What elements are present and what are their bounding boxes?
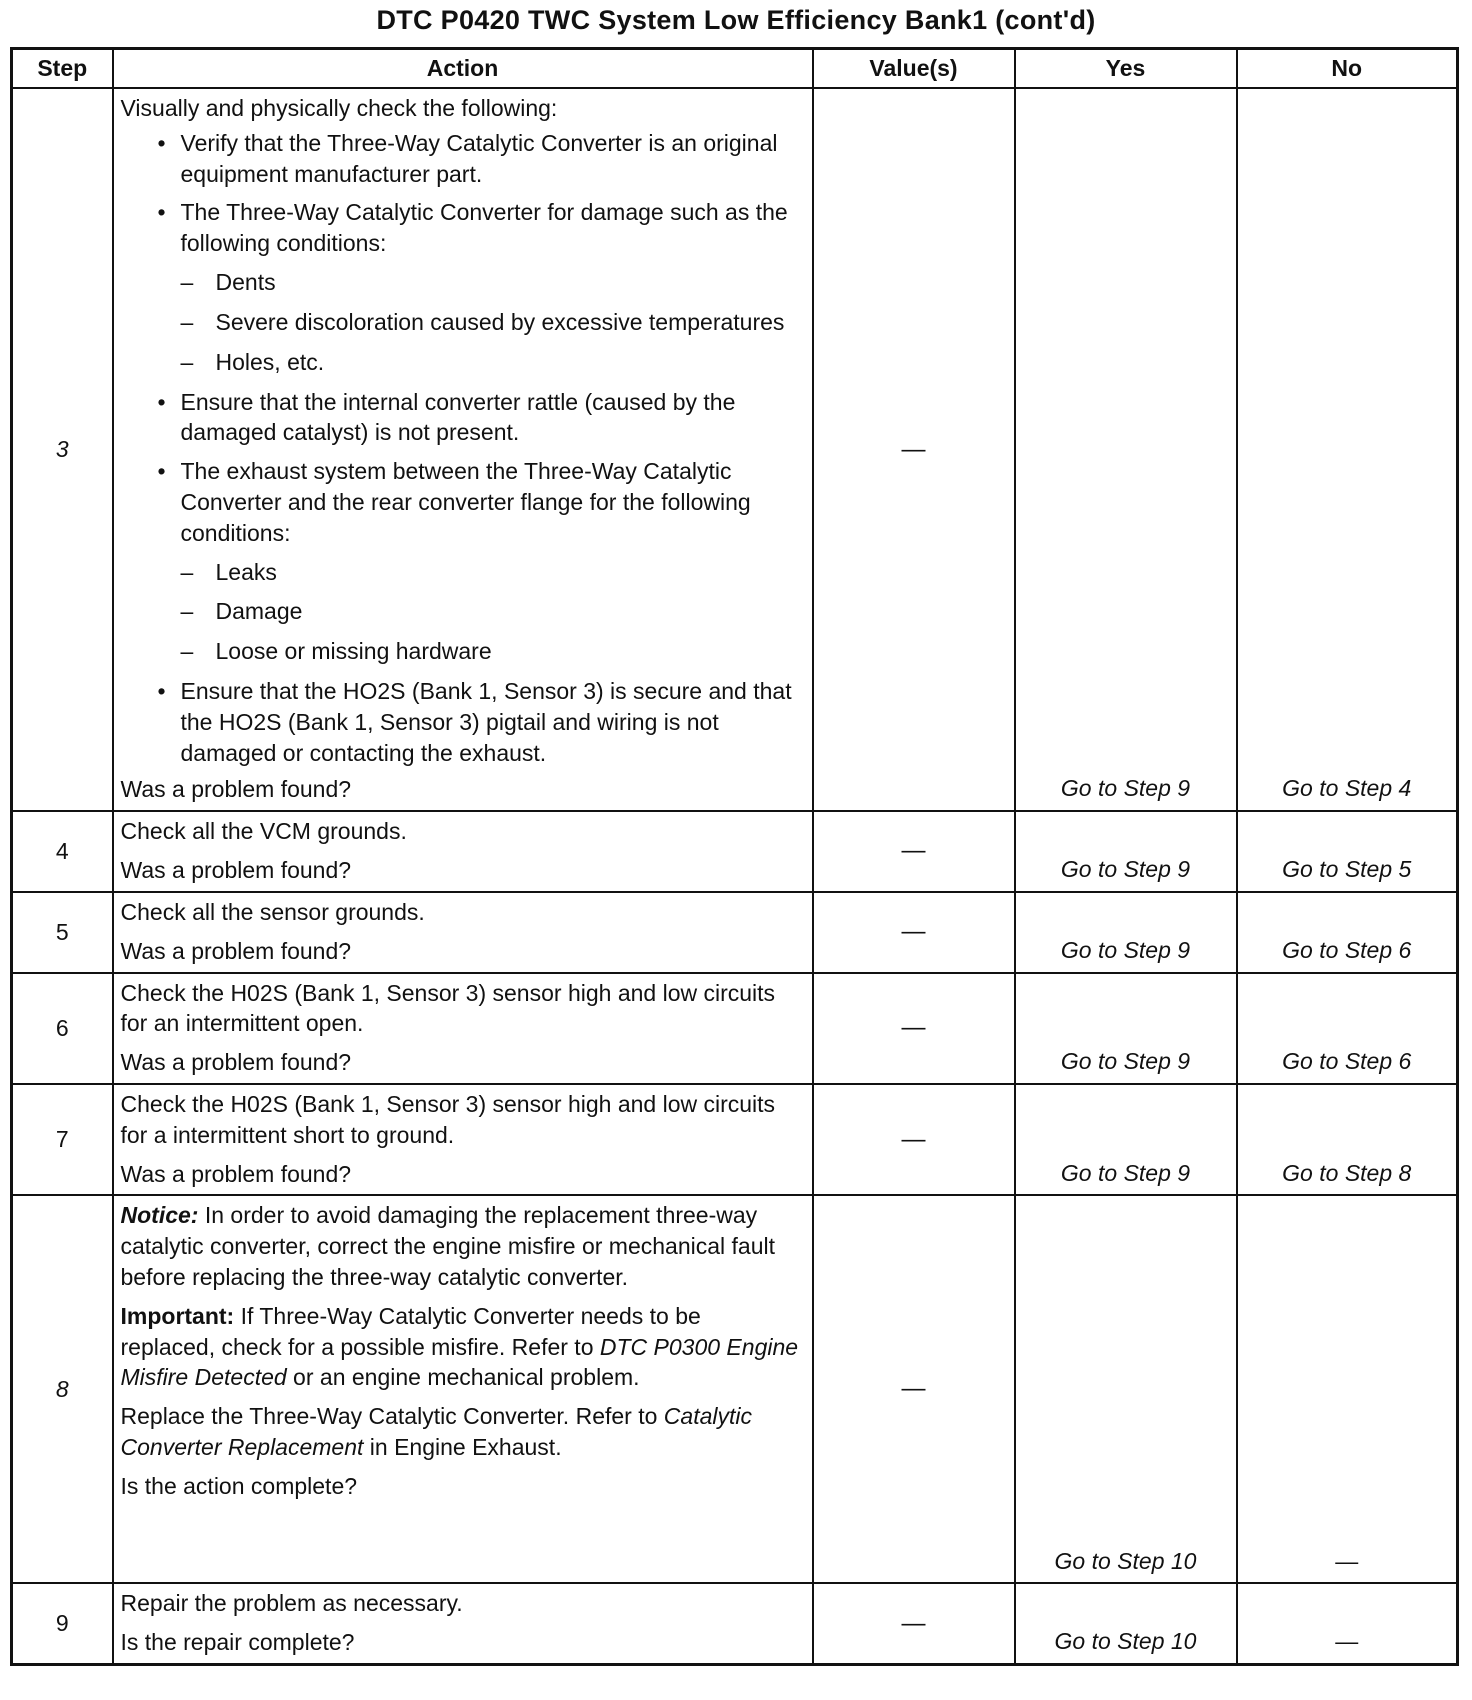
action-cell: [113, 88, 813, 811]
table-row-step-4: [12, 811, 1458, 892]
dash-icon: –: [180, 598, 194, 625]
no-cell: —: [1237, 1583, 1458, 1664]
yes-cell: Go to Step 10: [1015, 1195, 1237, 1583]
action-question: Is the repair complete?: [120, 1629, 355, 1656]
yes-cell: Go to Step 10: [1015, 1583, 1237, 1664]
condition-list: [181, 267, 802, 377]
list-item: – Damage: [181, 596, 802, 627]
no-cell: Go to Step 8: [1237, 1084, 1458, 1195]
bullet-icon: •: [157, 199, 166, 226]
dash-icon: –: [180, 308, 194, 335]
no-cell: Go to Step 6: [1237, 892, 1458, 973]
value-cell: —: [813, 892, 1015, 973]
yes-cell: Go to Step 9: [1015, 88, 1237, 811]
step-number: 7: [12, 1084, 113, 1195]
table-row-step-5: [12, 892, 1458, 973]
cross-reference: DTC P0300 Engine Misfire Detected: [120, 1333, 799, 1391]
list-item: – Dents: [181, 267, 802, 298]
step-number: 6: [12, 973, 113, 1084]
dash-icon: –: [180, 558, 194, 585]
list-item: – Severe discoloration caused by excessive temperatures: [181, 307, 802, 338]
action-question: Was a problem found?: [120, 1049, 352, 1076]
value-cell: —: [813, 811, 1015, 892]
no-cell: Go to Step 5: [1237, 811, 1458, 892]
action-intro: Visually and physically check the following:: [120, 95, 558, 121]
step-number: 9: [12, 1583, 113, 1664]
diagnostic-table: [10, 47, 1459, 1666]
notice-paragraph: Notice: In order to avoid damaging the replacement three-way catalytic converter, correct the engine misfire or mechanical fault before replacing the three-way catalytic converter.: [120, 1202, 776, 1290]
action-cell: [113, 811, 813, 892]
replace-paragraph: Replace the Three-Way Catalytic Converter. Refer to Catalytic Converter Replacement in Engine Exhaust.: [120, 1403, 752, 1461]
action-question: Was a problem found?: [120, 1160, 352, 1187]
action-question: Was a problem found?: [120, 857, 352, 884]
important-label: Important:: [120, 1302, 235, 1329]
list-item: • Ensure that the HO2S (Bank 1, Sensor 3) is secure and that the HO2S (Bank 1, Sensor 3) pigtail and wiring is not damaged or contacting the exhaust.: [157, 678, 792, 766]
table-row-step-3: [12, 88, 1458, 811]
action-cell: [113, 1084, 813, 1195]
list-item: – Leaks: [181, 557, 802, 588]
bullet-icon: •: [157, 129, 166, 156]
action-cell: [113, 1195, 813, 1583]
action-text: Repair the problem as necessary.: [120, 1590, 463, 1617]
header-yes: Yes: [1015, 49, 1237, 89]
action-question: Was a problem found?: [120, 937, 352, 964]
important-paragraph: Important: If Three-Way Catalytic Converter needs to be replaced, check for a possible misfire. Refer to DTC P0300 Engine Misfire Detected or an engine mechanical problem.: [120, 1302, 799, 1391]
action-text: Check all the VCM grounds.: [120, 818, 407, 845]
cross-reference: Catalytic Converter Replacement: [120, 1403, 752, 1461]
yes-cell: Go to Step 9: [1015, 811, 1237, 892]
value-cell: —: [813, 1583, 1015, 1664]
notice-label: Notice:: [120, 1202, 199, 1229]
action-cell: [113, 892, 813, 973]
dash-icon: –: [180, 269, 194, 296]
action-cell: [113, 1583, 813, 1664]
dash-icon: –: [180, 348, 194, 375]
value-cell: —: [813, 1084, 1015, 1195]
action-text: Check the H02S (Bank 1, Sensor 3) sensor high and low circuits for a intermittent short to ground.: [120, 1090, 776, 1148]
value-cell: —: [813, 88, 1015, 811]
table-row-step-6: [12, 973, 1458, 1084]
no-cell: Go to Step 6: [1237, 973, 1458, 1084]
bullet-icon: •: [157, 678, 166, 704]
value-cell: —: [813, 1195, 1015, 1583]
dash-icon: –: [180, 638, 194, 665]
bullet-icon: •: [157, 388, 166, 415]
header-no: No: [1237, 49, 1458, 89]
table-header-row: [12, 49, 1458, 89]
header-step: Step: [12, 49, 113, 89]
yes-cell: Go to Step 9: [1015, 973, 1237, 1084]
table-row-step-9: [12, 1583, 1458, 1664]
list-item: • The Three-Way Catalytic Converter for damage such as the following conditions: – Dents – Severe discoloration caused by excessive temperatures – Holes, etc.: [121, 197, 802, 377]
list-item: – Holes, etc.: [181, 347, 802, 378]
list-item: • Ensure that the internal converter rattle (caused by the damaged catalyst) is not present.: [157, 388, 736, 446]
list-item: – Loose or missing hardware: [181, 636, 802, 667]
value-cell: —: [813, 973, 1015, 1084]
list-item: • Verify that the Three-Way Catalytic Converter is an original equipment manufacturer part.: [157, 129, 778, 187]
step-number: 8: [12, 1195, 113, 1583]
document-title: DTC P0420 TWC System Low Efficiency Bank1 (cont'd): [376, 5, 1096, 35]
yes-cell: Go to Step 9: [1015, 892, 1237, 973]
step-number: 3: [12, 88, 113, 811]
step-number: 5: [12, 892, 113, 973]
action-question: Is the action complete?: [120, 1472, 358, 1499]
check-list: [121, 128, 802, 769]
header-action: Action: [113, 49, 813, 89]
action-question: Was a problem found?: [120, 776, 352, 803]
no-cell: —: [1237, 1195, 1458, 1583]
table-row-step-8: [12, 1195, 1458, 1583]
header-value: Value(s): [813, 49, 1015, 89]
yes-cell: Go to Step 9: [1015, 1084, 1237, 1195]
table-row-step-7: [12, 1084, 1458, 1195]
action-cell: [113, 973, 813, 1084]
bullet-icon: •: [157, 458, 166, 485]
action-text: Check all the sensor grounds.: [120, 898, 425, 925]
condition-list: [181, 557, 802, 667]
list-item: • The exhaust system between the Three-Way Catalytic Converter and the rear converter flange for the following conditions: – Leaks – Damage – Loose or missing hardware: [121, 456, 802, 667]
action-text: Check the H02S (Bank 1, Sensor 3) sensor high and low circuits for an intermittent open.: [120, 979, 776, 1037]
step-number: 4: [12, 811, 113, 892]
no-cell: Go to Step 4: [1237, 88, 1458, 811]
